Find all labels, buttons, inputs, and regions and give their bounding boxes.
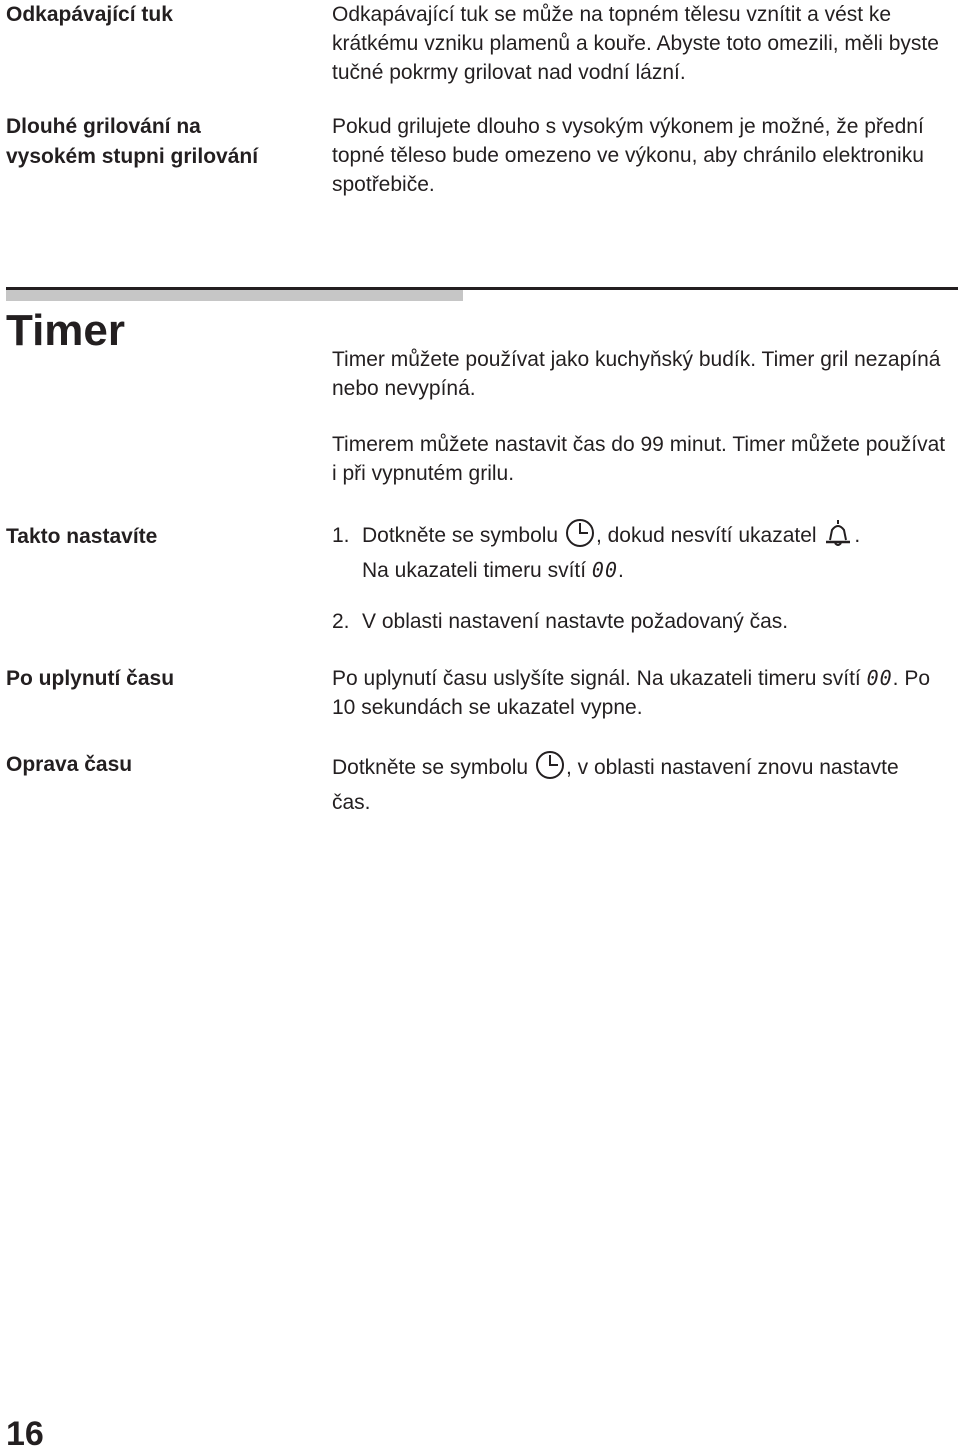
section-title: Timer bbox=[6, 306, 126, 355]
correction-text bbox=[332, 750, 932, 817]
timer-intro-1: Timer můžete používat jako kuchyňský budík. Timer gril nezapíná nebo nevypíná. bbox=[332, 348, 941, 400]
timer-display-value: 00 bbox=[591, 558, 619, 582]
page-number: 16 bbox=[6, 1415, 44, 1453]
clock-icon bbox=[565, 518, 595, 556]
row-label-setup: Takto nastavíte bbox=[6, 525, 158, 548]
step-number: 2. bbox=[332, 610, 350, 633]
expired-text bbox=[332, 664, 942, 722]
label-line: vysokém stupni grilování bbox=[6, 145, 259, 168]
step-text: Na ukazateli timeru svítí bbox=[362, 559, 592, 582]
row-label-long-grilling bbox=[6, 112, 316, 172]
correction-text-part: Dotkněte se symbolu bbox=[332, 756, 534, 779]
row-label-expired: Po uplynutí času bbox=[6, 667, 175, 690]
row-label-dripping-fat: Odkapávající tuk bbox=[6, 3, 173, 26]
row-text-long-grilling: Pokud grilujete dlouho s vysokým výkonem je možné, že přední topné těleso bude omezeno ve výkonu, aby chránilo elektroniku spotřebiče. bbox=[332, 115, 924, 196]
label-line: Dlouhé grilování na bbox=[6, 115, 201, 138]
step-text: . bbox=[618, 559, 624, 582]
expired-text-part: Po uplynutí času uslyšíte signál. Na ukazateli timeru svítí bbox=[332, 667, 867, 690]
setup-step-2 bbox=[332, 607, 952, 636]
step-text: Dotkněte se symbolu bbox=[362, 524, 564, 547]
bell-icon bbox=[823, 518, 853, 556]
correction-text-part: , v oblasti nastavení znovu nastavte čas. bbox=[332, 756, 899, 814]
step-text: . bbox=[854, 524, 861, 547]
step-text: , dokud nesvítí ukazatel bbox=[595, 524, 823, 547]
timer-intro-2: Timerem můžete nastavit čas do 99 minut. Timer můžete používat i při vypnutém grilu. bbox=[332, 433, 946, 485]
timer-display-value: 00 bbox=[866, 666, 893, 690]
step-number: 1. bbox=[332, 524, 350, 547]
section-title-bar bbox=[6, 290, 463, 301]
setup-step-1 bbox=[332, 518, 957, 585]
row-label-correction: Oprava času bbox=[6, 753, 133, 776]
clock-icon bbox=[535, 750, 565, 788]
row-text-dripping-fat: Odkapávající tuk se může na topném tělesu vznítit a vést ke krátkému vzniku plamenů a kouře. Abyste toto omezili, měli byste tučné pokrmy grilovat nad vodní lázní. bbox=[332, 3, 939, 84]
step-text: V oblasti nastavení nastavte požadovaný čas. bbox=[362, 610, 789, 633]
expired-text-part: . Po 10 sekundách se ukazatel vypne. bbox=[332, 667, 931, 719]
